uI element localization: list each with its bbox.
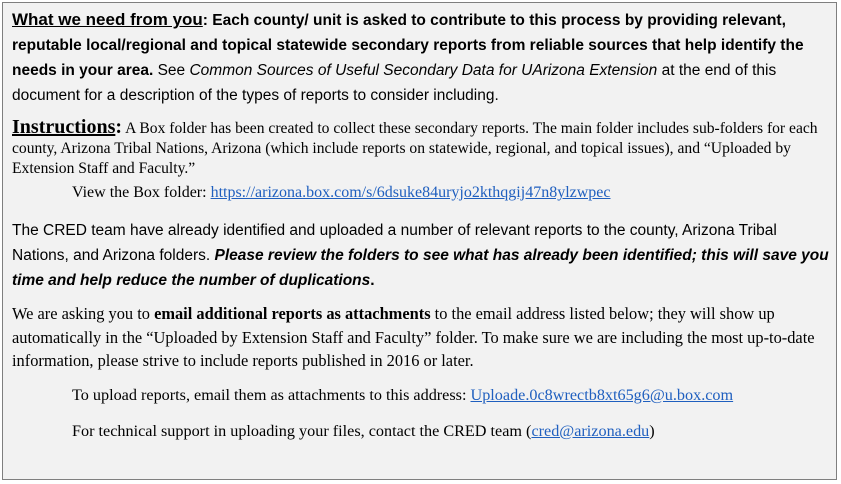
request-text: Each county/ unit is asked to contribute to this process by providing relevant, reputable local/regional and topical statewide secondary reports from reliable sources that help identify the needs in your area. [12,12,804,79]
instructions-heading: Instructions [12,116,116,138]
end-of-document-text: at the end of this document for a description of the types of reports to consider including. [12,62,777,104]
instructions-colon: : [115,116,123,138]
box-folder-link[interactable]: https://arizona.box.com/s/6dsuke84uryjo2kthqgij47n8ylzwpec [210,184,611,201]
support-label: For technical support in uploading your files, contact the CRED team ( [72,422,532,440]
email-request-paragraph [12,302,838,373]
asking-text: We are asking you to [12,304,155,323]
upload-folder-text: to the email address listed below; they will show up automatically in the “Uploaded by Extension Staff and Faculty” folder. To make sure we are including the most up-to-date information, please strive to include reports published in 2016 or later. [12,304,815,370]
cred-team-paragraph [12,218,834,293]
email-attachments-bold: email additional reports as attachments [154,304,431,323]
what-we-need-heading: What we need from you [12,10,203,29]
support-line [72,422,655,441]
common-sources-title: Common Sources of Useful Secondary Data for UArizona Extension [189,62,658,79]
see-text: See [153,62,190,79]
support-close-paren: ) [649,422,655,440]
cred-email-link[interactable]: cred@arizona.edu [531,422,650,440]
box-folder-label: View the Box folder: [72,184,211,201]
heading-colon: : [202,12,208,29]
upload-label: To upload reports, email them as attachments to this address: [72,386,471,404]
box-folder-line [72,184,611,202]
instructions-paragraph [12,117,838,179]
cred-team-text: The CRED team have already identified and uploaded a number of relevant reports to the county, Arizona Tribal Nations, and Arizona folders. [12,222,777,264]
info-box [2,2,837,480]
review-folders-emphasis: Please review the folders to see what has already been identified; this will save you time and help reduce the number of duplications [12,247,829,289]
upload-line [72,386,733,405]
upload-email-link[interactable]: Uploade.0c8wrectb8xt65g6@u.box.com [470,386,734,404]
what-we-need-paragraph [12,7,834,108]
emphasis-period: . [370,272,375,289]
instructions-text: A Box folder has been created to collect these secondary reports. The main folder includes sub-folders for each county, Arizona Tribal Nations, Arizona (which include reports on statewide, regional, and topical issues), and “Uploaded by Extension Staff and Faculty.” [12,120,818,177]
